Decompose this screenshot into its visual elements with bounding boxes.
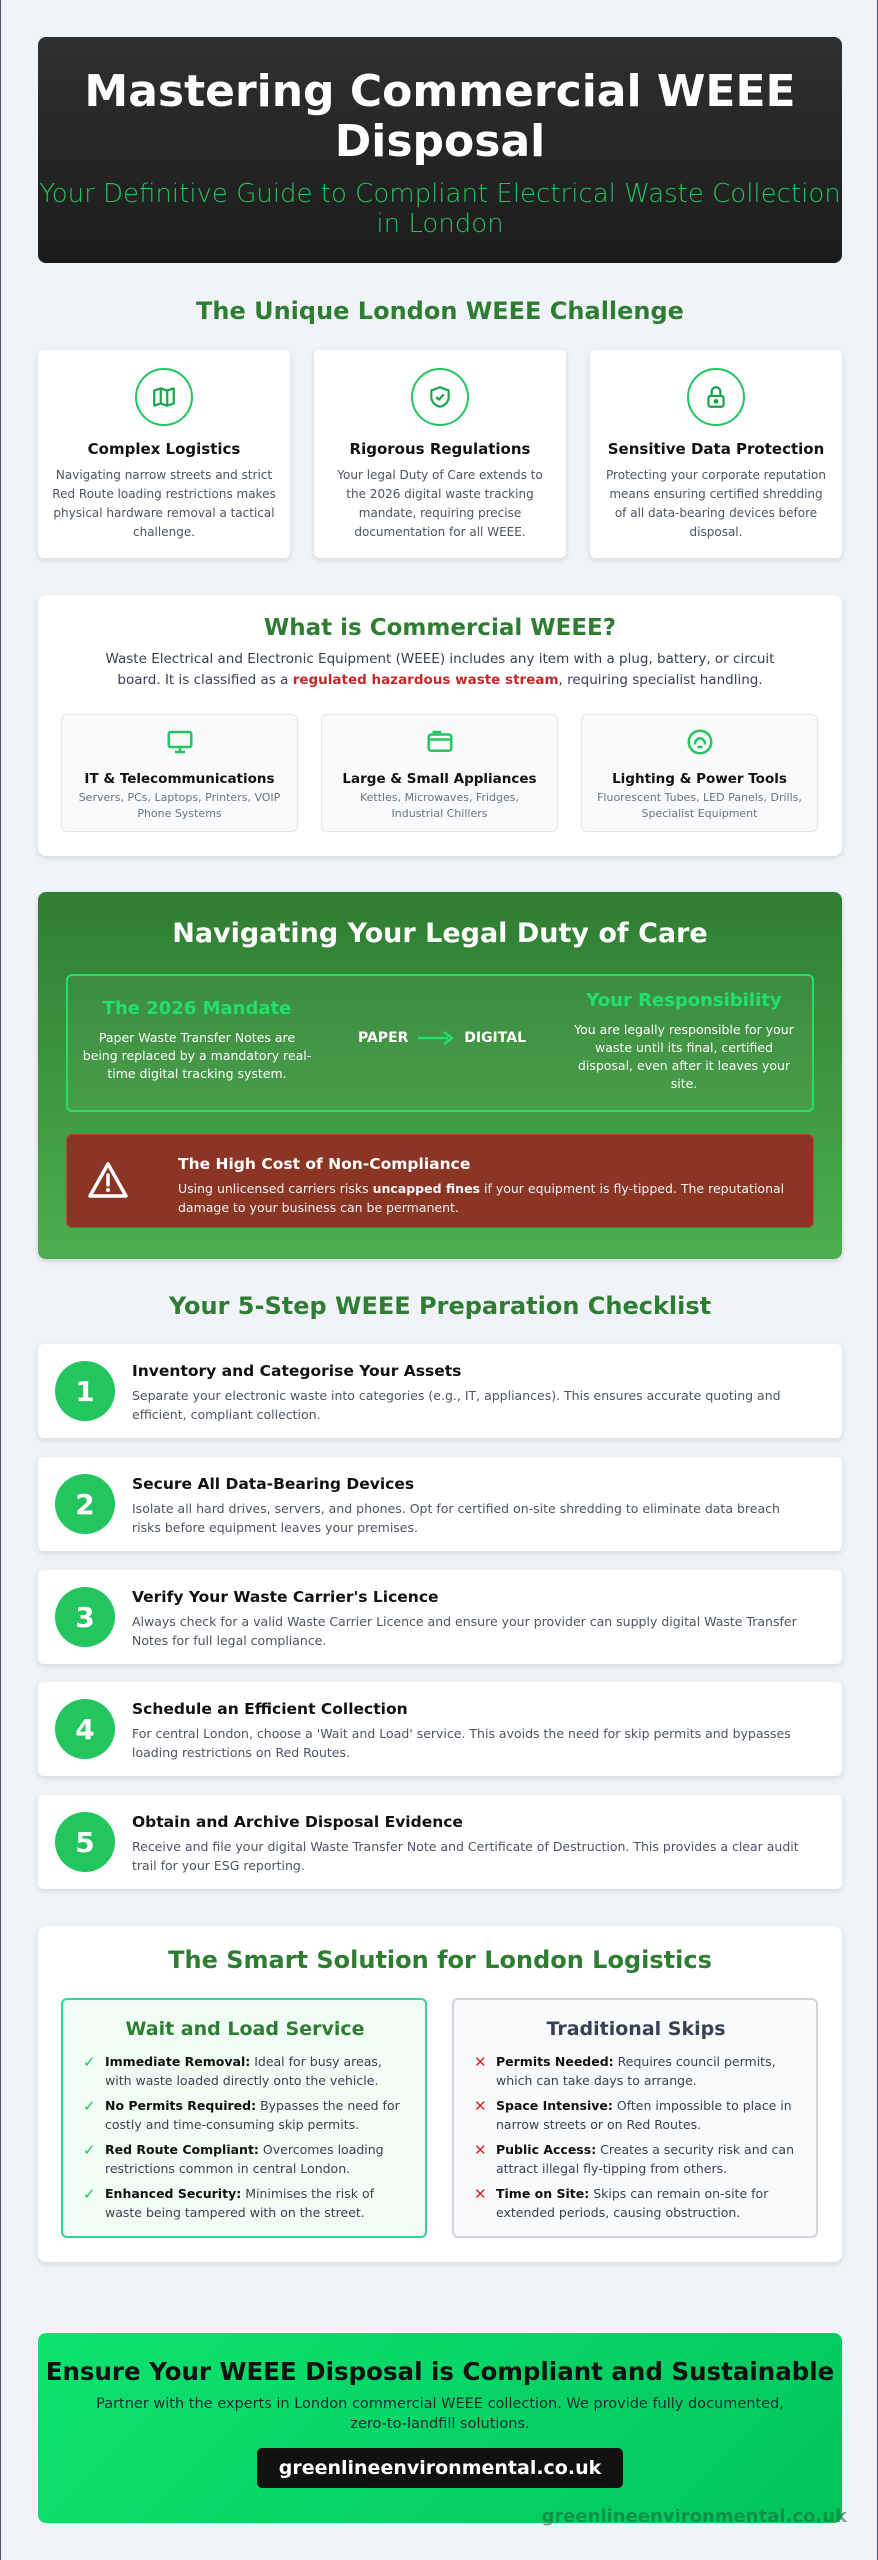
cross-icon: ✕: [474, 2141, 487, 2159]
check-icon: ✓: [83, 2097, 96, 2115]
website-button[interactable]: greenlineenvironmental.co.uk: [257, 2448, 624, 2488]
lightbulb-icon: [685, 727, 715, 757]
check-icon: ✓: [83, 2053, 96, 2071]
step-text: Isolate all hard drives, servers, and phones. Opt for certified on-site shredding to eliminate data breach risks before equipment leaves your premises.: [132, 1501, 780, 1535]
non-compliance-warning: [66, 1134, 814, 1228]
step-text: Receive and file your digital Waste Transfer Note and Certificate of Destruction. This provides a clear audit trail for your ESG reporting.: [132, 1839, 799, 1873]
step-title: Schedule an Efficient Collection: [132, 1700, 408, 1718]
step-number: 3: [55, 1587, 115, 1647]
step-title: Obtain and Archive Disposal Evidence: [132, 1813, 463, 1831]
benefit-item: ✓ Immediate Removal: Ideal for busy areas, with waste loaded directly onto the vehicle.: [83, 2053, 382, 2088]
category-appliances: [321, 714, 558, 832]
warning-title: The High Cost of Non-Compliance: [178, 1155, 471, 1173]
wait-and-load-panel: [61, 1998, 427, 2238]
hero-banner: [38, 37, 842, 263]
responsibility-title: Your Responsibility: [586, 990, 782, 1011]
appliance-icon: [425, 727, 455, 757]
challenge-card-logistics: [38, 350, 290, 558]
mandate-text: Paper Waste Transfer Notes are being replaced by a mandatory real-time digital tracking system.: [82, 1030, 312, 1081]
page-title: Mastering Commercial WEEE Disposal: [84, 66, 796, 167]
mandate-title: The 2026 Mandate: [102, 998, 292, 1019]
step-text: Always check for a valid Waste Carrier Licence and ensure your provider can supply digital Waste Transfer Notes for full legal compliance.: [132, 1614, 797, 1648]
smart-solution-section: [38, 1926, 842, 2262]
flow-from-label: PAPER: [358, 1030, 409, 1046]
checklist-step: [38, 1570, 842, 1664]
benefit-item: ✓ Red Route Compliant: Overcomes loading restrictions common in central London.: [83, 2141, 384, 2176]
shield-check-icon: [411, 368, 469, 426]
drawback-item: ✕ Permits Needed: Requires council permits, which can take days to arrange.: [474, 2053, 776, 2088]
cross-icon: ✕: [474, 2097, 487, 2115]
page-subtitle: Your Definitive Guide to Compliant Electrical Waste Collection in London: [39, 179, 841, 239]
category-text: Servers, PCs, Laptops, Printers, VOIP Phone Systems: [78, 791, 281, 820]
step-title: Inventory and Categorise Your Assets: [132, 1362, 462, 1380]
weee-title: What is Commercial WEEE?: [263, 615, 617, 641]
wait-and-load-title: Wait and Load Service: [125, 2018, 365, 2040]
monitor-icon: [165, 727, 195, 757]
cross-icon: ✕: [474, 2185, 487, 2203]
weee-definition-section: [38, 595, 842, 856]
step-number: 2: [55, 1474, 115, 1534]
warning-icon: [87, 1161, 129, 1199]
mandate-panel: [66, 974, 814, 1112]
challenge-card-title: Complex Logistics: [87, 440, 241, 458]
weee-description: Waste Electrical and Electronic Equipment (WEEE) includes any item with a plug, battery, or circuit board. It is classified as a regulated hazardous waste stream, requiring specialist handling.: [105, 651, 775, 688]
checklist-step: [38, 1795, 842, 1889]
step-text: For central London, choose a 'Wait and Load' service. This avoids the need for skip permits and bypasses loading restrictions on Red Routes.: [132, 1726, 791, 1760]
category-title: IT & Telecommunications: [84, 771, 275, 787]
checklist-title: Your 5-Step WEEE Preparation Checklist: [168, 1292, 712, 1320]
arrow-right-icon: [418, 1031, 454, 1045]
checklist-step: [38, 1457, 842, 1551]
category-title: Large & Small Appliances: [342, 771, 537, 787]
responsibility-text: You are legally responsible for your waste until its final, certified disposal, even after it leaves your site.: [574, 1022, 794, 1091]
step-text: Separate your electronic waste into categories (e.g., IT, appliances). This ensures accurate quoting and efficient, compliant collection.: [132, 1388, 781, 1422]
drawback-item: ✕ Time on Site: Skips can remain on-site for extended periods, causing obstruction.: [474, 2185, 769, 2220]
paper-to-digital-flow: [358, 1030, 526, 1046]
traditional-skips-title: Traditional Skips: [546, 2018, 726, 2040]
benefit-item: ✓ Enhanced Security: Minimises the risk of waste being tampered with on the street.: [83, 2185, 375, 2220]
step-title: Verify Your Waste Carrier's Licence: [132, 1588, 439, 1606]
step-title: Secure All Data-Bearing Devices: [132, 1475, 415, 1493]
challenge-card-title: Sensitive Data Protection: [607, 440, 825, 458]
challenge-card-title: Rigorous Regulations: [349, 440, 531, 458]
cta-title: Ensure Your WEEE Disposal is Compliant and Sustainable: [45, 2357, 835, 2386]
responsibility-column: [566, 990, 802, 1093]
traditional-skips-panel: [452, 1998, 818, 2238]
challenge-title: The Unique London WEEE Challenge: [196, 297, 684, 325]
check-icon: ✓: [83, 2185, 96, 2203]
mandate-column: [82, 998, 312, 1083]
category-lighting: [581, 714, 818, 832]
challenge-card-regulations: [314, 350, 566, 558]
challenge-card-data-protection: [590, 350, 842, 558]
challenge-card-text: Navigating narrow streets and strict Red Route loading restrictions makes physical hardware removal a tactical challenge.: [52, 468, 276, 539]
cta-banner: [38, 2333, 842, 2523]
cross-icon: ✕: [474, 2053, 487, 2071]
watermark: greenlineenvironmental.co.uk: [541, 2506, 847, 2527]
benefit-item: ✓ No Permits Required: Bypasses the need for costly and time-consuming skip permits.: [83, 2097, 400, 2132]
duty-title: Navigating Your Legal Duty of Care: [172, 918, 708, 949]
drawback-item: ✕ Space Intensive: Often impossible to place in narrow streets or on Red Routes.: [474, 2097, 792, 2132]
drawback-item: ✕ Public Access: Creates a security risk and can attract illegal fly-tipping from others.: [474, 2141, 794, 2176]
step-number: 5: [55, 1812, 115, 1872]
category-text: Fluorescent Tubes, LED Panels, Drills, Specialist Equipment: [597, 791, 802, 820]
cta-text: Partner with the experts in London commercial WEEE collection. We provide fully documented, zero-to-landfill solutions.: [96, 2396, 784, 2432]
check-icon: ✓: [83, 2141, 96, 2159]
lock-icon: [687, 368, 745, 426]
hazardous-highlight: regulated hazardous waste stream: [292, 672, 559, 688]
challenge-card-text: Your legal Duty of Care extends to the 2026 digital waste tracking mandate, requiring precise documentation for all WEEE.: [337, 468, 543, 539]
checklist-step: [38, 1344, 842, 1438]
duty-of-care-section: [38, 892, 842, 1259]
flow-to-label: DIGITAL: [464, 1030, 526, 1046]
category-title: Lighting & Power Tools: [612, 771, 787, 787]
warning-text: Using unlicensed carriers risks uncapped fines if your equipment is fly-tipped. The reputational damage to your business can be permanent.: [178, 1181, 785, 1215]
step-number: 1: [55, 1361, 115, 1421]
category-it-telecom: [61, 714, 298, 832]
smart-title: The Smart Solution for London Logistics: [168, 1946, 712, 1974]
category-text: Kettles, Microwaves, Fridges, Industrial Chillers: [359, 791, 520, 820]
step-number: 4: [55, 1699, 115, 1759]
checklist-step: [38, 1682, 842, 1776]
map-icon: [135, 368, 193, 426]
challenge-card-text: Protecting your corporate reputation means ensuring certified shredding of all data-bearing devices before disposal.: [606, 468, 826, 539]
